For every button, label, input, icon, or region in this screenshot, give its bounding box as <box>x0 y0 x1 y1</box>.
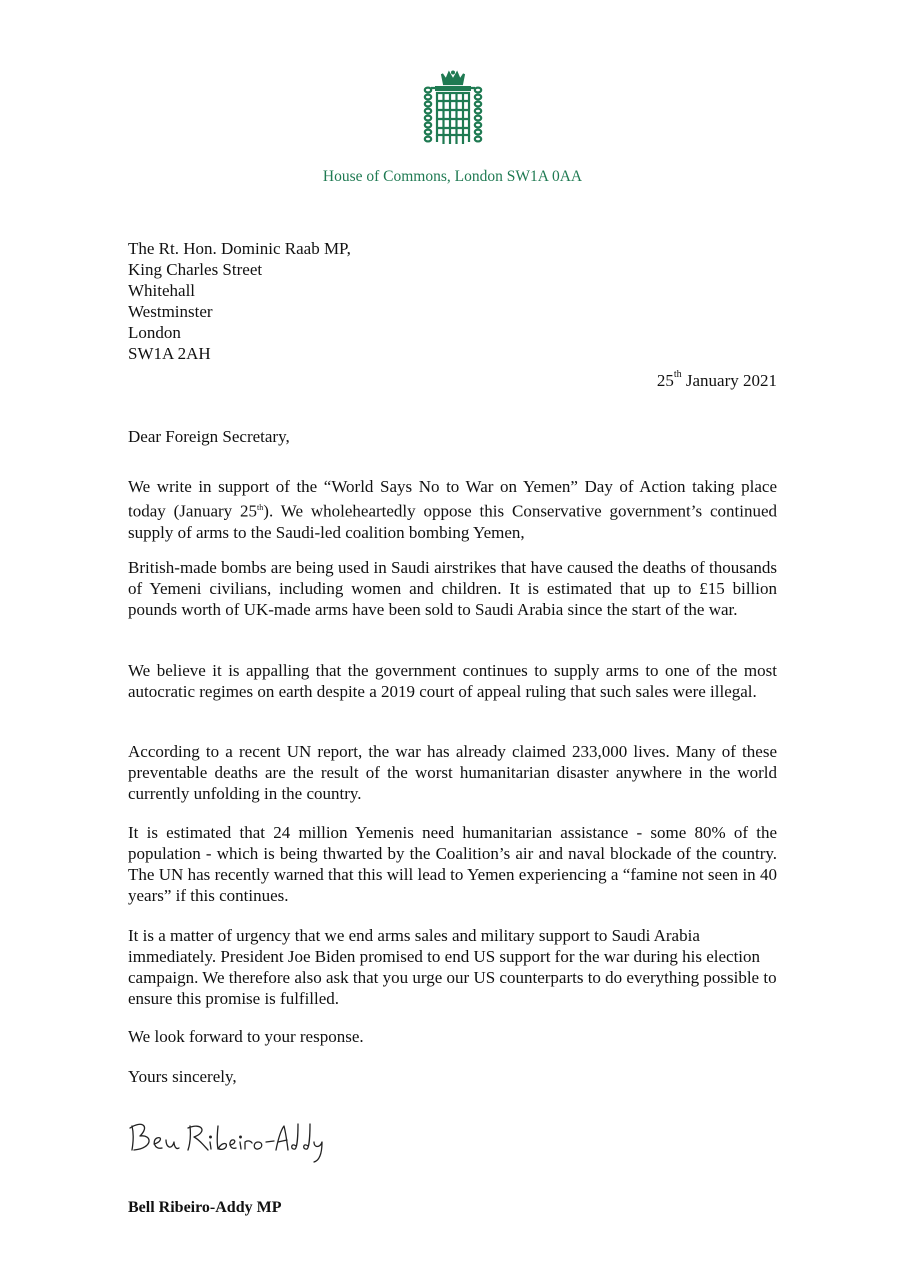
letterhead-address-text: House of Commons, London SW1A 0AA <box>322 168 583 185</box>
paragraph-3-text: We believe it is appalling that the government continues to supply arms to one of the most autocratic regimes on earth despite a 2019 court of appeal ruling that such sales were illegal. <box>128 661 777 701</box>
paragraph-1-sup: th <box>257 503 264 512</box>
handwritten-signature <box>124 1116 344 1164</box>
recipient-line: Whitehall <box>128 281 196 300</box>
recipient-line: The Rt. Hon. Dominic Raab MP, <box>128 239 351 258</box>
closing-response: We look forward to your response. <box>128 1027 364 1046</box>
closing-signoff: Yours sincerely, <box>128 1067 237 1086</box>
paragraph-1 <box>128 476 777 543</box>
recipient-address <box>128 238 351 364</box>
paragraph-5 <box>128 822 777 906</box>
paragraph-2-text: British-made bombs are being used in Saudi airstrikes that have caused the deaths of thousands of Yemeni civilians, including women and children. It is estimated that up to £15 billion pounds worth of UK-made arms have been sold to Saudi Arabia since the start of the war. <box>128 558 777 619</box>
date-rest: January 2021 <box>681 371 777 390</box>
recipient-line: London <box>128 323 181 342</box>
paragraph-1-text: We write in support of the “World Says No to War on Yemen” Day of Action taking place today (January 25 <box>128 477 777 521</box>
paragraph-5-text: It is estimated that 24 million Yemenis need humanitarian assistance - some 80% of the population - which is being thwarted by the Coalition’s air and naval blockade of the country. The UN has recently warned that this will lead to Yemen experiencing a “famine not seen in 40 years” if this continues. <box>128 823 777 905</box>
letter-date <box>657 371 777 391</box>
paragraph-6 <box>128 925 777 1009</box>
recipient-line: SW1A 2AH <box>128 344 211 363</box>
paragraph-4-text: According to a recent UN report, the war has already claimed 233,000 lives. Many of these preventable deaths are the result of the worst humanitarian disaster anywhere in the world currently unfolding in the country. <box>128 742 777 803</box>
paragraph-2 <box>128 557 777 620</box>
letterhead-address <box>0 168 905 186</box>
recipient-line: King Charles Street <box>128 260 263 279</box>
paragraph-6-text: It is a matter of urgency that we end arms sales and military support to Saudi Arabia immediately. President Joe Biden promised to end US support for the war during his election campaign. We therefore also ask that you urge our US counterparts to do everything possible to ensure this promise is fulfilled. <box>128 926 777 1008</box>
paragraph-3 <box>128 660 777 702</box>
paragraph-4 <box>128 741 777 804</box>
date-day: 25 <box>656 371 674 390</box>
date-suffix: th <box>673 369 682 380</box>
letterhead <box>0 70 905 148</box>
portcullis-icon <box>418 70 488 148</box>
recipient-line: Westminster <box>128 302 213 321</box>
salutation: Dear Foreign Secretary, <box>128 427 290 446</box>
paragraph-1-text-after: ). We wholeheartedly oppose this Conservative government’s continued supply of arms to the Saudi-led coalition bombing Yemen, <box>128 501 777 542</box>
signer-name: Bell Ribeiro-Addy MP <box>128 1199 282 1216</box>
